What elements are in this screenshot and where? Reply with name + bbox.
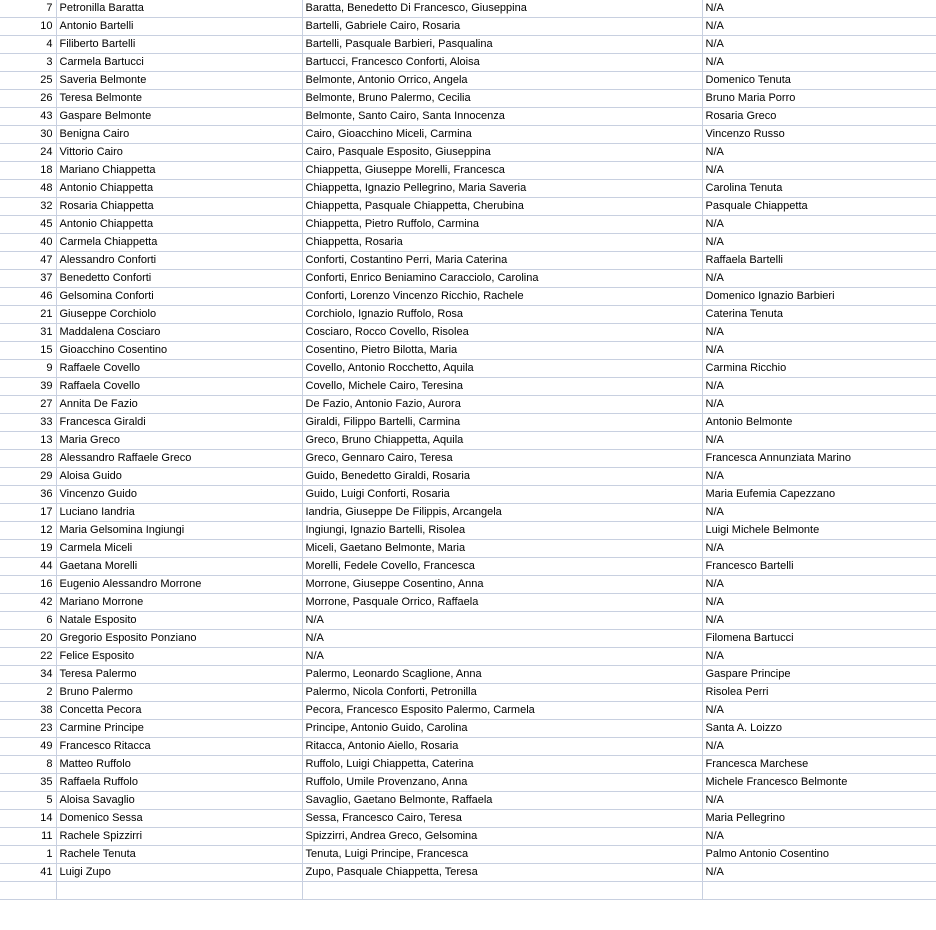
table-row [0, 666, 936, 684]
parents-cell[interactable]: N/A [302, 612, 702, 630]
name-cell[interactable]: Carmela Miceli [56, 540, 302, 558]
id-cell[interactable]: 44 [0, 558, 56, 576]
spouse-cell[interactable]: N/A [702, 0, 936, 18]
id-cell[interactable]: 22 [0, 648, 56, 666]
id-cell[interactable]: 30 [0, 126, 56, 144]
id-cell[interactable]: 17 [0, 504, 56, 522]
id-cell[interactable]: 32 [0, 198, 56, 216]
id-cell[interactable]: 5 [0, 792, 56, 810]
name-cell[interactable]: Raffaela Ruffolo [56, 774, 302, 792]
spouse-cell[interactable]: Carolina Tenuta [702, 180, 936, 198]
table-row [0, 792, 936, 810]
id-cell[interactable]: 45 [0, 216, 56, 234]
parents-cell[interactable]: Miceli, Gaetano Belmonte, Maria [302, 540, 702, 558]
id-cell[interactable]: 48 [0, 180, 56, 198]
parents-cell[interactable]: Cairo, Pasquale Esposito, Giuseppina [302, 144, 702, 162]
table-row [0, 36, 936, 54]
parents-cell[interactable]: Pecora, Francesco Esposito Palermo, Carmela [302, 702, 702, 720]
parents-cell[interactable]: Cairo, Gioacchino Miceli, Carmina [302, 126, 702, 144]
parents-cell[interactable]: Bartelli, Gabriele Cairo, Rosaria [302, 18, 702, 36]
parents-cell[interactable]: Belmonte, Antonio Orrico, Angela [302, 72, 702, 90]
parents-cell[interactable]: Chiappetta, Pasquale Chiappetta, Cherubina [302, 198, 702, 216]
parents-cell[interactable]: Ingiungi, Ignazio Bartelli, Risolea [302, 522, 702, 540]
parents-cell[interactable]: Chiappetta, Pietro Ruffolo, Carmina [302, 216, 702, 234]
parents-cell[interactable]: De Fazio, Antonio Fazio, Aurora [302, 396, 702, 414]
name-cell[interactable]: Carmine Principe [56, 720, 302, 738]
name-cell[interactable]: Teresa Palermo [56, 666, 302, 684]
parents-cell[interactable]: Savaglio, Gaetano Belmonte, Raffaela [302, 792, 702, 810]
spouse-cell[interactable]: N/A [702, 468, 936, 486]
id-cell[interactable]: 2 [0, 684, 56, 702]
id-cell[interactable]: 11 [0, 828, 56, 846]
parents-cell[interactable]: Baratta, Benedetto Di Francesco, Giuseppina [302, 0, 702, 18]
spouse-cell[interactable]: N/A [702, 576, 936, 594]
name-cell[interactable]: Annita De Fazio [56, 396, 302, 414]
id-cell[interactable]: 38 [0, 702, 56, 720]
spouse-cell[interactable]: Pasquale Chiappetta [702, 198, 936, 216]
id-cell[interactable]: 4 [0, 36, 56, 54]
id-cell[interactable]: 46 [0, 288, 56, 306]
parents-cell[interactable]: Morrone, Pasquale Orrico, Raffaela [302, 594, 702, 612]
spouse-cell[interactable]: N/A [702, 324, 936, 342]
name-cell[interactable]: Rachele Spizzirri [56, 828, 302, 846]
spouse-cell[interactable]: N/A [702, 864, 936, 882]
table-row [0, 684, 936, 702]
spouse-cell[interactable]: Gaspare Principe [702, 666, 936, 684]
table-row [0, 180, 936, 198]
table-row [0, 504, 936, 522]
table-row [0, 198, 936, 216]
table-row [0, 774, 936, 792]
parents-cell[interactable] [302, 882, 702, 900]
name-cell[interactable]: Francesca Giraldi [56, 414, 302, 432]
id-cell[interactable]: 39 [0, 378, 56, 396]
parents-cell[interactable]: Conforti, Costantino Perri, Maria Caterina [302, 252, 702, 270]
name-cell[interactable]: Maria Greco [56, 432, 302, 450]
table-row [0, 522, 936, 540]
parents-cell[interactable]: Palermo, Leonardo Scaglione, Anna [302, 666, 702, 684]
parents-cell[interactable]: Covello, Antonio Rocchetto, Aquila [302, 360, 702, 378]
table-row [0, 612, 936, 630]
id-cell[interactable]: 25 [0, 72, 56, 90]
spouse-cell[interactable]: N/A [702, 36, 936, 54]
table-row [0, 846, 936, 864]
name-cell[interactable]: Maria Gelsomina Ingiungi [56, 522, 302, 540]
id-cell[interactable]: 10 [0, 18, 56, 36]
spouse-cell[interactable]: N/A [702, 216, 936, 234]
spouse-cell[interactable]: Domenico Tenuta [702, 72, 936, 90]
parents-cell[interactable]: Chiappetta, Rosaria [302, 234, 702, 252]
name-cell[interactable]: Raffaele Covello [56, 360, 302, 378]
spouse-cell[interactable]: N/A [702, 432, 936, 450]
id-cell[interactable]: 34 [0, 666, 56, 684]
name-cell[interactable]: Rosaria Chiappetta [56, 198, 302, 216]
table-row [0, 234, 936, 252]
id-cell[interactable]: 20 [0, 630, 56, 648]
parents-cell[interactable]: Giraldi, Filippo Bartelli, Carmina [302, 414, 702, 432]
table-row [0, 360, 936, 378]
table-row [0, 594, 936, 612]
id-cell[interactable]: 23 [0, 720, 56, 738]
name-cell[interactable]: Bruno Palermo [56, 684, 302, 702]
table-row [0, 486, 936, 504]
spouse-cell[interactable]: Santa A. Loizzo [702, 720, 936, 738]
name-cell[interactable]: Vincenzo Guido [56, 486, 302, 504]
name-cell[interactable]: Natale Esposito [56, 612, 302, 630]
parents-cell[interactable]: Greco, Bruno Chiappetta, Aquila [302, 432, 702, 450]
spouse-cell[interactable]: N/A [702, 378, 936, 396]
id-cell[interactable]: 33 [0, 414, 56, 432]
table-row [0, 702, 936, 720]
spouse-cell[interactable]: N/A [702, 234, 936, 252]
spouse-cell[interactable]: Carmina Ricchio [702, 360, 936, 378]
name-cell[interactable]: Rachele Tenuta [56, 846, 302, 864]
id-cell[interactable]: 35 [0, 774, 56, 792]
table-row [0, 432, 936, 450]
parents-cell[interactable]: Belmonte, Santo Cairo, Santa Innocenza [302, 108, 702, 126]
id-cell[interactable]: 14 [0, 810, 56, 828]
parents-cell[interactable]: Tenuta, Luigi Principe, Francesca [302, 846, 702, 864]
name-cell[interactable]: Maddalena Cosciaro [56, 324, 302, 342]
id-cell[interactable]: 41 [0, 864, 56, 882]
parents-cell[interactable]: Guido, Luigi Conforti, Rosaria [302, 486, 702, 504]
table-row [0, 90, 936, 108]
id-cell[interactable]: 13 [0, 432, 56, 450]
id-cell[interactable]: 42 [0, 594, 56, 612]
id-cell[interactable]: 16 [0, 576, 56, 594]
spouse-cell[interactable]: N/A [702, 270, 936, 288]
spouse-cell[interactable]: Risolea Perri [702, 684, 936, 702]
id-cell[interactable]: 21 [0, 306, 56, 324]
name-cell[interactable]: Gelsomina Conforti [56, 288, 302, 306]
spouse-cell[interactable]: Maria Pellegrino [702, 810, 936, 828]
id-cell[interactable]: 1 [0, 846, 56, 864]
table-row [0, 450, 936, 468]
spouse-cell[interactable]: N/A [702, 648, 936, 666]
spouse-cell[interactable]: Luigi Michele Belmonte [702, 522, 936, 540]
id-cell[interactable]: 19 [0, 540, 56, 558]
id-cell[interactable]: 43 [0, 108, 56, 126]
spouse-cell[interactable]: Caterina Tenuta [702, 306, 936, 324]
id-cell[interactable]: 9 [0, 360, 56, 378]
id-cell[interactable]: 12 [0, 522, 56, 540]
spouse-cell[interactable]: N/A [702, 504, 936, 522]
name-cell[interactable]: Luigi Zupo [56, 864, 302, 882]
id-cell[interactable]: 15 [0, 342, 56, 360]
spouse-cell[interactable]: N/A [702, 702, 936, 720]
parents-cell[interactable]: Bartucci, Francesco Conforti, Aloisa [302, 54, 702, 72]
id-cell[interactable]: 40 [0, 234, 56, 252]
table-row [0, 162, 936, 180]
parents-cell[interactable]: Principe, Antonio Guido, Carolina [302, 720, 702, 738]
id-cell[interactable]: 49 [0, 738, 56, 756]
table-row [0, 126, 936, 144]
spouse-cell[interactable]: Palmo Antonio Cosentino [702, 846, 936, 864]
parents-cell[interactable]: Zupo, Pasquale Chiappetta, Teresa [302, 864, 702, 882]
parents-cell[interactable]: Morelli, Fedele Covello, Francesca [302, 558, 702, 576]
parents-cell[interactable]: Chiappetta, Giuseppe Morelli, Francesca [302, 162, 702, 180]
parents-cell[interactable]: Iandria, Giuseppe De Filippis, Arcangela [302, 504, 702, 522]
id-cell[interactable]: 6 [0, 612, 56, 630]
spouse-cell[interactable]: N/A [702, 594, 936, 612]
spouse-cell[interactable]: N/A [702, 162, 936, 180]
name-cell[interactable]: Luciano Iandria [56, 504, 302, 522]
id-cell[interactable]: 18 [0, 162, 56, 180]
name-cell[interactable]: Aloisa Guido [56, 468, 302, 486]
id-cell[interactable]: 31 [0, 324, 56, 342]
name-cell[interactable]: Teresa Belmonte [56, 90, 302, 108]
table-row [0, 720, 936, 738]
spouse-cell[interactable]: N/A [702, 738, 936, 756]
name-cell[interactable]: Gregorio Esposito Ponziano [56, 630, 302, 648]
spouse-cell[interactable] [702, 882, 936, 900]
id-cell[interactable]: 26 [0, 90, 56, 108]
name-cell[interactable]: Mariano Morrone [56, 594, 302, 612]
table-row [0, 324, 936, 342]
spouse-cell[interactable]: N/A [702, 612, 936, 630]
table-row [0, 108, 936, 126]
spouse-cell[interactable]: N/A [702, 828, 936, 846]
table-row [0, 468, 936, 486]
id-cell[interactable]: 47 [0, 252, 56, 270]
name-cell[interactable]: Antonio Chiappetta [56, 180, 302, 198]
name-cell[interactable]: Antonio Chiappetta [56, 216, 302, 234]
table-row [0, 216, 936, 234]
parents-cell[interactable]: Corchiolo, Ignazio Ruffolo, Rosa [302, 306, 702, 324]
table-row [0, 18, 936, 36]
id-cell[interactable]: 27 [0, 396, 56, 414]
name-cell[interactable]: Concetta Pecora [56, 702, 302, 720]
parents-cell[interactable]: N/A [302, 648, 702, 666]
table-row [0, 342, 936, 360]
parents-cell[interactable]: Ruffolo, Luigi Chiappetta, Caterina [302, 756, 702, 774]
table-row [0, 540, 936, 558]
table-row [0, 144, 936, 162]
parents-cell[interactable]: Greco, Gennaro Cairo, Teresa [302, 450, 702, 468]
spouse-cell[interactable]: Antonio Belmonte [702, 414, 936, 432]
table-row [0, 630, 936, 648]
spouse-cell[interactable]: Filomena Bartucci [702, 630, 936, 648]
name-cell[interactable]: Eugenio Alessandro Morrone [56, 576, 302, 594]
parents-cell[interactable]: Covello, Michele Cairo, Teresina [302, 378, 702, 396]
parents-cell[interactable]: Cosentino, Pietro Bilotta, Maria [302, 342, 702, 360]
name-cell[interactable]: Saveria Belmonte [56, 72, 302, 90]
table-row [0, 72, 936, 90]
parents-cell[interactable]: Conforti, Enrico Beniamino Caracciolo, Carolina [302, 270, 702, 288]
id-cell[interactable]: 3 [0, 54, 56, 72]
spouse-cell[interactable]: N/A [702, 396, 936, 414]
parents-cell[interactable]: N/A [302, 630, 702, 648]
table-row [0, 756, 936, 774]
table-row [0, 306, 936, 324]
name-cell[interactable]: Carmela Bartucci [56, 54, 302, 72]
name-cell[interactable]: Gioacchino Cosentino [56, 342, 302, 360]
name-cell[interactable]: Benigna Cairo [56, 126, 302, 144]
table-row [0, 576, 936, 594]
table-row [0, 810, 936, 828]
parents-cell[interactable]: Conforti, Lorenzo Vincenzo Ricchio, Rachele [302, 288, 702, 306]
table-row [0, 864, 936, 882]
name-cell[interactable]: Domenico Sessa [56, 810, 302, 828]
name-cell[interactable]: Gaspare Belmonte [56, 108, 302, 126]
spouse-cell[interactable]: N/A [702, 18, 936, 36]
name-cell[interactable]: Felice Esposito [56, 648, 302, 666]
name-cell[interactable]: Gaetana Morelli [56, 558, 302, 576]
name-cell[interactable] [56, 882, 302, 900]
parents-cell[interactable]: Morrone, Giuseppe Cosentino, Anna [302, 576, 702, 594]
spouse-cell[interactable]: Francesco Bartelli [702, 558, 936, 576]
parents-cell[interactable]: Bartelli, Pasquale Barbieri, Pasqualina [302, 36, 702, 54]
parents-cell[interactable]: Ruffolo, Umile Provenzano, Anna [302, 774, 702, 792]
table-row [0, 288, 936, 306]
name-cell[interactable]: Alessandro Conforti [56, 252, 302, 270]
id-cell[interactable]: 24 [0, 144, 56, 162]
id-cell[interactable] [0, 882, 56, 900]
table-row [0, 252, 936, 270]
id-cell[interactable]: 7 [0, 0, 56, 18]
spouse-cell[interactable]: Domenico Ignazio Barbieri [702, 288, 936, 306]
spouse-cell[interactable]: Vincenzo Russo [702, 126, 936, 144]
name-cell[interactable]: Mariano Chiappetta [56, 162, 302, 180]
spouse-cell[interactable]: N/A [702, 540, 936, 558]
table-row [0, 414, 936, 432]
table-row [0, 558, 936, 576]
table-row [0, 882, 936, 900]
table-row [0, 378, 936, 396]
name-cell[interactable]: Filiberto Bartelli [56, 36, 302, 54]
spouse-cell[interactable]: Francesca Marchese [702, 756, 936, 774]
name-cell[interactable]: Benedetto Conforti [56, 270, 302, 288]
table-row [0, 738, 936, 756]
parents-cell[interactable]: Spizzirri, Andrea Greco, Gelsomina [302, 828, 702, 846]
id-cell[interactable]: 36 [0, 486, 56, 504]
parents-cell[interactable]: Belmonte, Bruno Palermo, Cecilia [302, 90, 702, 108]
id-cell[interactable]: 8 [0, 756, 56, 774]
spouse-cell[interactable]: N/A [702, 792, 936, 810]
spouse-cell[interactable]: Raffaela Bartelli [702, 252, 936, 270]
spouse-cell[interactable]: N/A [702, 342, 936, 360]
table-row [0, 54, 936, 72]
parents-cell[interactable]: Palermo, Nicola Conforti, Petronilla [302, 684, 702, 702]
spouse-cell[interactable]: N/A [702, 54, 936, 72]
name-cell[interactable]: Aloisa Savaglio [56, 792, 302, 810]
parents-cell[interactable]: Chiappetta, Ignazio Pellegrino, Maria Saveria [302, 180, 702, 198]
parents-cell[interactable]: Sessa, Francesco Cairo, Teresa [302, 810, 702, 828]
id-cell[interactable]: 37 [0, 270, 56, 288]
name-cell[interactable]: Antonio Bartelli [56, 18, 302, 36]
table-row [0, 396, 936, 414]
id-cell[interactable]: 29 [0, 468, 56, 486]
parents-cell[interactable]: Guido, Benedetto Giraldi, Rosaria [302, 468, 702, 486]
spouse-cell[interactable]: Bruno Maria Porro [702, 90, 936, 108]
name-cell[interactable]: Raffaela Covello [56, 378, 302, 396]
name-cell[interactable]: Vittorio Cairo [56, 144, 302, 162]
parents-cell[interactable]: Ritacca, Antonio Aiello, Rosaria [302, 738, 702, 756]
spouse-cell[interactable]: Francesca Annunziata Marino [702, 450, 936, 468]
spouse-cell[interactable]: Michele Francesco Belmonte [702, 774, 936, 792]
parents-cell[interactable]: Cosciaro, Rocco Covello, Risolea [302, 324, 702, 342]
spouse-cell[interactable]: Maria Eufemia Capezzano [702, 486, 936, 504]
name-cell[interactable]: Francesco Ritacca [56, 738, 302, 756]
id-cell[interactable]: 28 [0, 450, 56, 468]
table-row [0, 648, 936, 666]
table-row [0, 270, 936, 288]
name-cell[interactable]: Alessandro Raffaele Greco [56, 450, 302, 468]
name-cell[interactable]: Petronilla Baratta [56, 0, 302, 18]
name-cell[interactable]: Matteo Ruffolo [56, 756, 302, 774]
table-row [0, 0, 936, 18]
name-cell[interactable]: Carmela Chiappetta [56, 234, 302, 252]
spouse-cell[interactable]: N/A [702, 144, 936, 162]
spouse-cell[interactable]: Rosaria Greco [702, 108, 936, 126]
table-row [0, 828, 936, 846]
name-cell[interactable]: Giuseppe Corchiolo [56, 306, 302, 324]
